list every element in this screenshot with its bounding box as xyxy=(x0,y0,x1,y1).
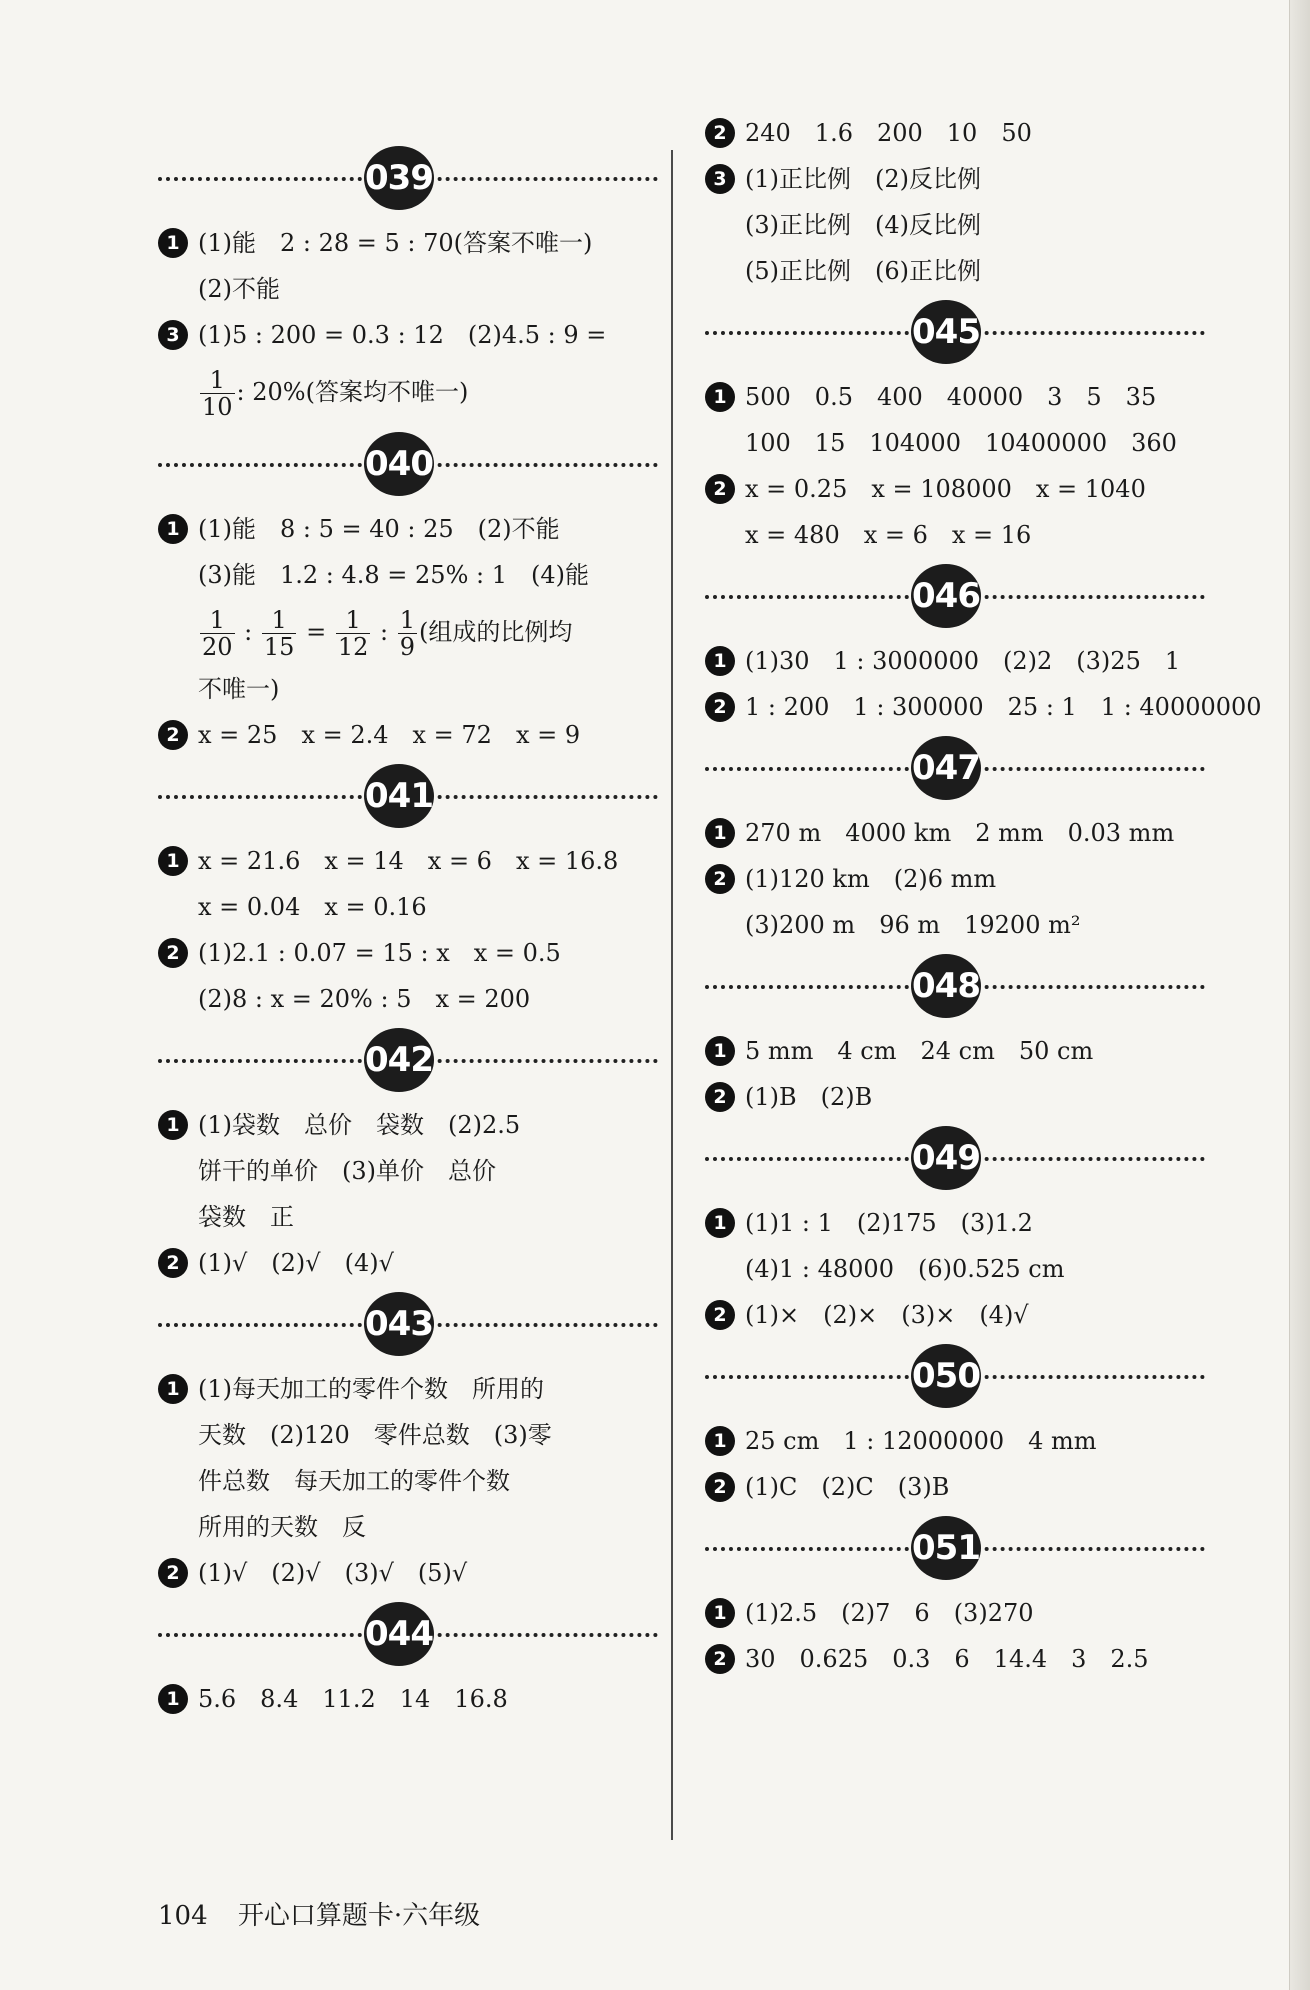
fraction-tail: (组成的比例均 xyxy=(418,618,573,646)
section-number-badge: 045 xyxy=(911,300,981,364)
answer-item xyxy=(158,1102,658,1240)
question-number: 1 xyxy=(705,1208,735,1238)
section-header xyxy=(158,1028,658,1092)
answer-line: x = 25 x = 2.4 x = 72 x = 9 xyxy=(198,721,581,749)
answer-line: 袋数 正 xyxy=(198,1203,294,1231)
section-number-badge: 047 xyxy=(911,736,981,800)
fraction-denominator: 15 xyxy=(263,633,295,661)
answer-item xyxy=(158,312,658,426)
answer-line: (1)能 8 : 5 = 40 : 25 (2)不能 xyxy=(198,515,560,543)
answer-item xyxy=(705,110,1205,156)
answer-item xyxy=(158,1676,658,1722)
fraction-denominator: 10 xyxy=(202,393,233,421)
question-number: 1 xyxy=(705,646,735,676)
section-number-badge: 040 xyxy=(364,432,434,496)
fraction-numerator: 1 xyxy=(399,606,415,634)
section-header xyxy=(705,1344,1205,1408)
section-number-badge: 051 xyxy=(911,1516,981,1580)
fraction xyxy=(200,607,235,660)
answer-line: 天数 (2)120 零件总数 (3)零 xyxy=(198,1421,552,1449)
answer-line: (1)30 1 : 3000000 (2)2 (3)25 1 xyxy=(745,647,1181,675)
fraction-denominator: 20 xyxy=(202,633,233,661)
answer-line: 不唯一) xyxy=(198,675,280,703)
question-number: 2 xyxy=(158,720,188,750)
answer-line: (5)正比例 (6)正比例 xyxy=(745,257,981,285)
fraction-numerator: 1 xyxy=(262,607,297,634)
answer-item xyxy=(705,1074,1205,1120)
answer-line: (3)正比例 (4)反比例 xyxy=(745,211,981,239)
question-number: 2 xyxy=(705,1300,735,1330)
book-title: 开心口算题卡·六年级 xyxy=(237,1901,481,1931)
answer-item xyxy=(158,506,658,712)
question-number: 1 xyxy=(158,1374,188,1404)
answer-line: x = 0.25 x = 108000 x = 1040 xyxy=(745,475,1146,503)
section-number-badge: 039 xyxy=(364,146,434,210)
answer-item xyxy=(705,810,1205,856)
section-header xyxy=(158,146,658,210)
answer-item xyxy=(705,1636,1205,1682)
question-number: 2 xyxy=(705,474,735,504)
question-number: 3 xyxy=(158,320,188,350)
column-divider xyxy=(671,150,673,1840)
section-header xyxy=(705,1126,1205,1190)
answer-line: (1)× (2)× (3)× (4)√ xyxy=(745,1301,1029,1329)
answer-line: (1)120 km (2)6 mm xyxy=(745,865,997,893)
section-number-badge: 049 xyxy=(911,1126,981,1190)
section-header xyxy=(705,1516,1205,1580)
fraction-denominator: 12 xyxy=(337,633,369,661)
question-number: 1 xyxy=(705,1426,735,1456)
section-header xyxy=(705,300,1205,364)
answer-item xyxy=(158,838,658,930)
answer-item xyxy=(705,638,1205,684)
answer-line: (1)√ (2)√ (4)√ xyxy=(198,1249,394,1277)
answer-item xyxy=(705,1200,1205,1292)
answer-line: (1)√ (2)√ (3)√ (5)√ xyxy=(198,1559,468,1587)
question-number: 2 xyxy=(158,938,188,968)
answer-line: (1)每天加工的零件个数 所用的 xyxy=(198,1375,544,1403)
answer-line: 件总数 每天加工的零件个数 xyxy=(198,1467,510,1495)
answer-item xyxy=(705,1590,1205,1636)
page-footer xyxy=(158,1895,480,1932)
section-header xyxy=(158,432,658,496)
answer-line: 所用的天数 反 xyxy=(198,1513,366,1541)
answer-line: (1)能 2 : 28 = 5 : 70(答案不唯一) xyxy=(198,229,593,257)
fraction xyxy=(200,367,235,420)
answer-line: (1)2.5 (2)7 6 (3)270 xyxy=(745,1599,1034,1627)
answer-line: (1)B (2)B xyxy=(745,1083,873,1111)
section-header xyxy=(158,764,658,828)
section-header xyxy=(705,564,1205,628)
right-column xyxy=(705,110,1262,1682)
answer-line: x = 480 x = 6 x = 16 xyxy=(745,521,1032,549)
answer-line: 30 0.625 0.3 6 14.4 3 2.5 xyxy=(745,1645,1149,1673)
page-number: 104 xyxy=(158,1901,208,1931)
question-number: 1 xyxy=(705,1598,735,1628)
answer-line: (4)1 : 48000 (6)0.525 cm xyxy=(745,1255,1065,1283)
question-number: 2 xyxy=(705,118,735,148)
answer-item xyxy=(705,684,1262,730)
fraction xyxy=(398,607,417,660)
answer-line: 1 : 200 1 : 300000 25 : 1 1 : 40000000 xyxy=(745,693,1262,721)
question-number: 1 xyxy=(158,514,188,544)
question-number: 2 xyxy=(705,1082,735,1112)
question-number: 2 xyxy=(158,1558,188,1588)
fraction-numerator: 1 xyxy=(200,367,235,394)
section-header xyxy=(705,954,1205,1018)
question-number: 1 xyxy=(705,382,735,412)
answer-item xyxy=(158,1240,658,1286)
answer-item xyxy=(705,856,1205,948)
section-number-badge: 041 xyxy=(364,764,434,828)
question-number: 2 xyxy=(705,692,735,722)
answer-line: 500 0.5 400 40000 3 5 35 xyxy=(745,383,1157,411)
answer-line: 100 15 104000 10400000 360 xyxy=(745,429,1177,457)
answer-item xyxy=(705,156,1205,294)
answer-line: (3)能 1.2 : 4.8 = 25% : 1 (4)能 xyxy=(198,561,589,589)
question-number: 1 xyxy=(705,1036,735,1066)
fraction xyxy=(336,607,371,660)
answer-item xyxy=(705,1292,1205,1338)
answer-item xyxy=(705,1418,1205,1464)
fraction-numerator: 1 xyxy=(336,607,371,634)
answer-item xyxy=(158,1366,658,1550)
answer-line: (3)200 m 96 m 19200 m² xyxy=(745,911,1081,939)
question-number: 1 xyxy=(158,846,188,876)
answer-line: (1)袋数 总价 袋数 (2)2.5 xyxy=(198,1111,521,1139)
answer-line: 270 m 4000 km 2 mm 0.03 mm xyxy=(745,819,1175,847)
question-number: 2 xyxy=(705,1644,735,1674)
question-number: 2 xyxy=(158,1248,188,1278)
answer-line: (2)不能 xyxy=(198,275,280,303)
answer-line: (1)2.1 : 0.07 = 15 : x x = 0.5 xyxy=(198,939,561,967)
answer-line: (1)C (2)C (3)B xyxy=(745,1473,950,1501)
answer-line: 25 cm 1 : 12000000 4 mm xyxy=(745,1427,1097,1455)
fraction xyxy=(262,607,297,660)
answer-line: (1)5 : 200 = 0.3 : 12 (2)4.5 : 9 = xyxy=(198,321,607,349)
answer-line: (1)正比例 (2)反比例 xyxy=(745,165,981,193)
answer-line: (2)8 : x = 20% : 5 x = 200 xyxy=(198,985,531,1013)
question-number: 2 xyxy=(705,864,735,894)
answer-item xyxy=(705,466,1205,558)
section-number-badge: 042 xyxy=(364,1028,434,1092)
section-number-badge: 044 xyxy=(364,1602,434,1666)
answer-line: 240 1.6 200 10 50 xyxy=(745,119,1032,147)
fraction-line xyxy=(198,358,658,426)
answer-item xyxy=(705,374,1205,466)
question-number: 1 xyxy=(158,1684,188,1714)
answer-line: x = 0.04 x = 0.16 xyxy=(198,893,427,921)
answer-item xyxy=(158,930,658,1022)
answer-line: 饼干的单价 (3)单价 总价 xyxy=(198,1157,496,1185)
answer-line: 5.6 8.4 11.2 14 16.8 xyxy=(198,1685,508,1713)
fraction-denominator: 9 xyxy=(399,633,415,661)
section-header xyxy=(705,736,1205,800)
fraction-tail: : 20%(答案均不唯一) xyxy=(236,378,469,406)
section-number-badge: 043 xyxy=(364,1292,434,1356)
answer-item xyxy=(158,712,658,758)
fraction-line: $\frac{1}{20}$ : $\frac{1}{15}$ = $\frac{1}{12}$ : $\frac{1}{9}$ (组成的比例均 xyxy=(202,606,573,661)
question-number: 2 xyxy=(705,1472,735,1502)
section-header xyxy=(158,1292,658,1356)
answer-line: x = 21.6 x = 14 x = 6 x = 16.8 xyxy=(198,847,619,875)
left-column xyxy=(158,140,658,1722)
fraction-numerator: 1 xyxy=(200,607,235,634)
answer-line: (1)1 : 1 (2)175 (3)1.2 xyxy=(745,1209,1033,1237)
question-number: 1 xyxy=(705,818,735,848)
section-number-badge: 050 xyxy=(911,1344,981,1408)
answer-item xyxy=(158,220,658,312)
question-number: 1 xyxy=(158,228,188,258)
answer-item xyxy=(705,1028,1205,1074)
section-number-badge: 048 xyxy=(911,954,981,1018)
answer-item xyxy=(158,1550,658,1596)
answer-item xyxy=(705,1464,1205,1510)
answer-line: 5 mm 4 cm 24 cm 50 cm xyxy=(745,1037,1094,1065)
question-number: 3 xyxy=(705,164,735,194)
section-header xyxy=(158,1602,658,1666)
page-edge xyxy=(1289,0,1310,1990)
question-number: 1 xyxy=(158,1110,188,1140)
section-number-badge: 046 xyxy=(911,564,981,628)
